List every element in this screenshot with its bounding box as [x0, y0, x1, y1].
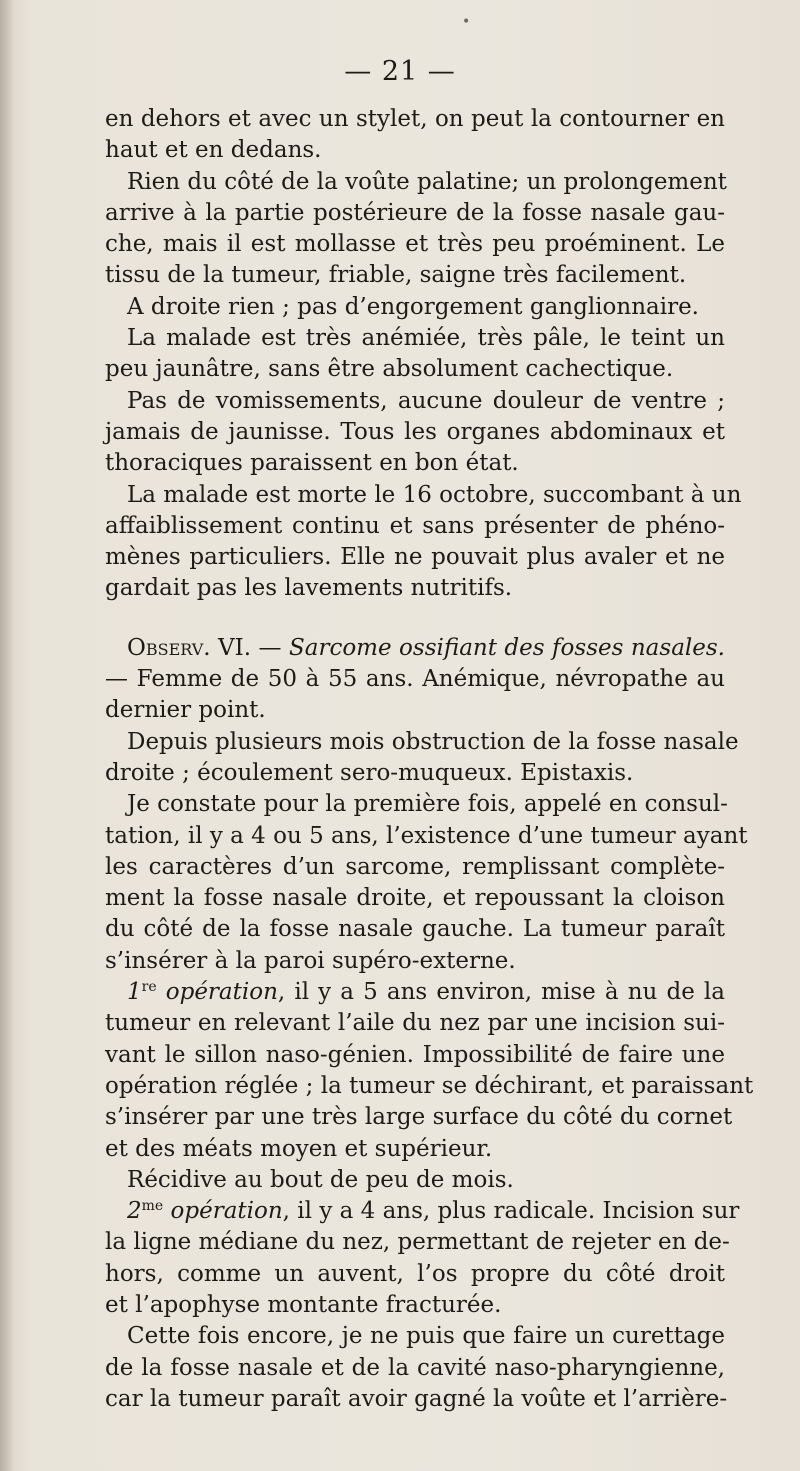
first-operation-line — [105, 977, 725, 1008]
observation-dash: — — [251, 634, 289, 661]
text-line: en dehors et avec un stylet, on peut la contourner en — [105, 106, 725, 132]
ink-mark: • — [462, 14, 471, 30]
operation-ordinal: me — [141, 1198, 164, 1215]
text-line: La malade est morte le 16 octobre, succombant à un — [127, 481, 742, 508]
text-line: de la fosse nasale et de la cavité naso-pharyngienne, — [105, 1354, 725, 1381]
observation-label: Observ. VI. — [127, 634, 252, 661]
operation-number: 1 — [127, 979, 142, 1006]
operation-text: , il y a 5 ans environ, mise à nu de la — [277, 979, 725, 1006]
text-line: opération réglée ; la tumeur se déchirant, et paraissant — [105, 1072, 754, 1099]
text-line: gardait pas les lavements nutritifs. — [105, 575, 513, 602]
text-line: — Femme de 50 à 55 ans. Anémique, névropathe au — [105, 666, 725, 693]
observation-title: Sarcome ossifiant des fosses nasales. — [288, 634, 725, 661]
text-line: mènes particuliers. Elle ne pouvait plus avaler et ne — [105, 544, 725, 571]
text-line: Récidive au bout de peu de mois. — [127, 1166, 514, 1193]
paragraph-gap — [105, 605, 725, 633]
text-line: che, mais il est mollasse et très peu proéminent. Le — [105, 231, 725, 258]
text-line: La malade est très anémiée, très pâle, le teint un — [127, 325, 725, 352]
operation-number: 2 — [127, 1198, 142, 1225]
text-line: arrive à la partie postérieure de la fosse nasale gau- — [105, 199, 725, 226]
text-line: la ligne médiane du nez, permettant de rejeter en de- — [105, 1229, 730, 1256]
page-number: — 21 — — [344, 56, 456, 87]
text-line: ment la fosse nasale droite, et repoussant la cloison — [105, 885, 725, 912]
text-line: tumeur en relevant l’aile du nez par une incision sui- — [105, 1010, 725, 1037]
observation-heading — [105, 633, 725, 664]
text-line: du côté de la fosse nasale gauche. La tumeur paraît — [105, 916, 725, 943]
text-line: s’insérer par une très large surface du côté du cornet — [105, 1104, 733, 1131]
second-operation-line — [105, 1196, 740, 1227]
text-line: Rien du côté de la voûte palatine; un prolongement — [127, 168, 727, 195]
text-line: Je constate pour la première fois, appelé en consul- — [127, 791, 728, 818]
text-line: affaiblissement continu et sans présenter de phéno- — [105, 512, 725, 539]
text-line: thoraciques paraissent en bon état. — [105, 450, 519, 477]
text-line: et l’apophyse montante fracturée. — [105, 1291, 502, 1318]
operation-text: , il y a 4 ans, plus radicale. Incision sur — [282, 1198, 740, 1225]
text-line: vant le sillon naso-génien. Impossibilité de faire une — [105, 1041, 725, 1068]
operation-ordinal: re — [141, 979, 157, 996]
operation-word: opération — [165, 979, 278, 1006]
text-line: haut et en dedans. — [105, 137, 322, 164]
text-line: les caractères d’un sarcome, remplissant complète- — [105, 853, 725, 880]
text-line: peu jaunâtre, sans être absolument cachectique. — [105, 356, 674, 383]
page-binding-shadow — [0, 0, 14, 1471]
text-line: s’insérer à la paroi supéro-externe. — [105, 947, 516, 974]
text-line: et des méats moyen et supérieur. — [105, 1135, 493, 1162]
text-line: hors, comme un auvent, l’os propre du côté droit — [105, 1260, 725, 1287]
text-line: dernier point. — [105, 697, 266, 724]
text-line: Cette fois encore, je ne puis que faire un curettage — [127, 1323, 725, 1350]
operation-word: opération — [170, 1198, 283, 1225]
body-text — [105, 104, 754, 1415]
text-line: car la tumeur paraît avoir gagné la voûte et l’arrière- — [105, 1385, 728, 1412]
text-line: Pas de vomissements, aucune douleur de ventre ; — [127, 387, 725, 414]
text-line: jamais de jaunisse. Tous les organes abdominaux et — [105, 418, 725, 445]
text-line: Depuis plusieurs mois obstruction de la fosse nasale — [127, 728, 739, 755]
text-line: A droite rien ; pas d’engorgement ganglionnaire. — [127, 293, 699, 320]
text-line: tation, il y a 4 ou 5 ans, l’existence d’une tumeur ayant — [105, 822, 748, 849]
text-line: droite ; écoulement sero-muqueux. Epistaxis. — [105, 759, 634, 786]
text-line: tissu de la tumeur, friable, saigne très facilement. — [105, 262, 687, 289]
